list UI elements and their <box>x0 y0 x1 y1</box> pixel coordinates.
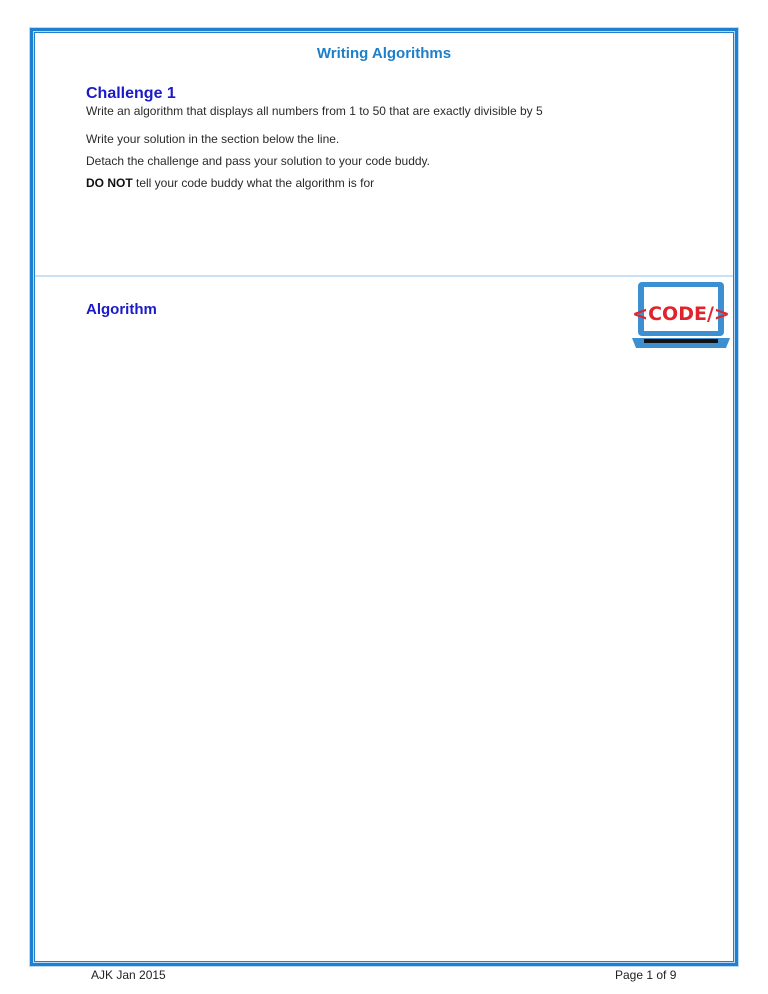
instruction-1: Write your solution in the section below the line. <box>86 132 340 146</box>
warning-bold: DO NOT <box>86 176 133 190</box>
algorithm-heading: Algorithm <box>86 301 157 318</box>
instruction-2: Detach the challenge and pass your solution to your code buddy. <box>86 154 431 168</box>
code-icon-text: <CODE/> <box>632 303 730 325</box>
challenge-heading: Challenge 1 <box>86 85 176 102</box>
code-laptop-icon <box>630 280 732 350</box>
section-divider <box>35 275 733 277</box>
page-border <box>30 28 738 966</box>
page-title: Writing Algorithms <box>316 45 452 62</box>
footer-author-date: AJK Jan 2015 <box>91 968 166 982</box>
challenge-task: Write an algorithm that displays all numbers from 1 to 50 that are exactly divisible by 5 <box>86 104 543 118</box>
warning-text <box>86 176 374 190</box>
warning-rest: tell your code buddy what the algorithm is for <box>132 176 375 190</box>
footer-page-number: Page 1 of 9 <box>615 968 677 982</box>
